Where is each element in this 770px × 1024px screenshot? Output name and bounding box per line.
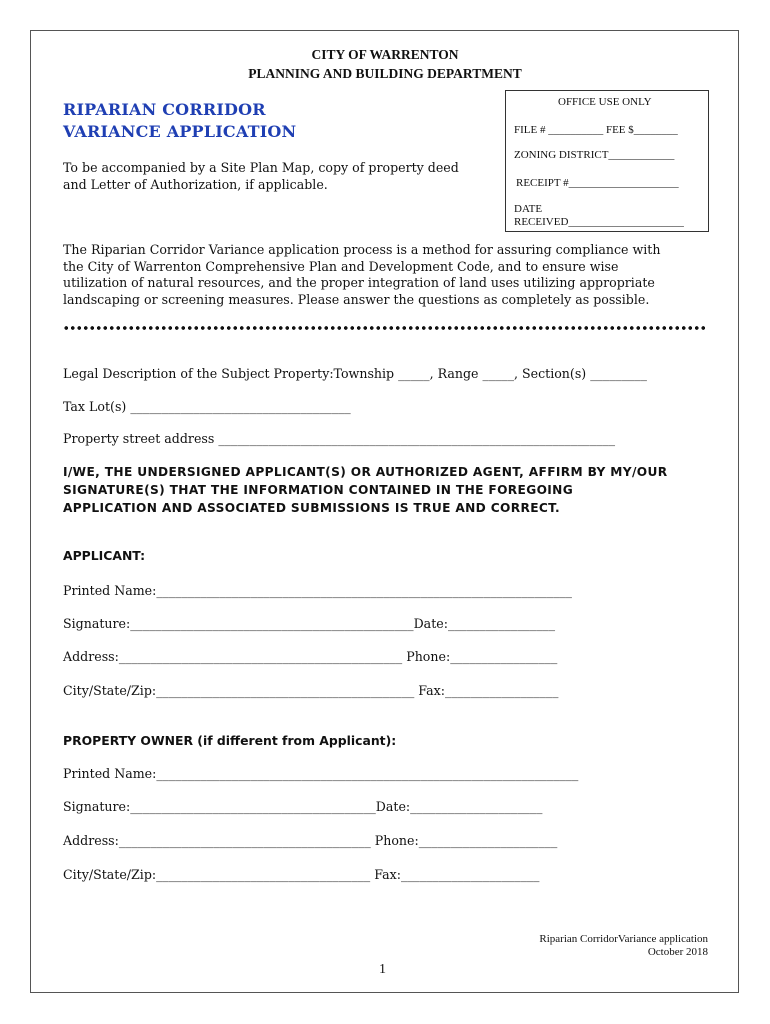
page-number: 1	[379, 962, 386, 977]
owner-signature-field[interactable]: Signature:_______________________________________Date:_____________________	[63, 799, 543, 814]
affirmation-statement	[63, 463, 723, 517]
tax-lot-field[interactable]: Tax Lot(s) ___________________________________	[63, 399, 351, 414]
applicant-printed-name-field[interactable]: Printed Name:__________________________________________________________________	[63, 583, 572, 598]
department-header: PLANNING AND BUILDING DEPARTMENT	[248, 66, 522, 81]
zoning-district-field[interactable]: ZONING DISTRICT____________	[514, 149, 675, 161]
form-title-line1: RIPARIAN CORRIDOR	[63, 100, 266, 119]
owner-city-field[interactable]: City/State/Zip:__________________________________ Fax:______________________	[63, 867, 540, 882]
description-line: utilization of natural resources, and the proper integration of land uses utilizing appropriate	[63, 275, 655, 290]
file-fee-field[interactable]: FILE # __________ FEE $________	[514, 124, 678, 136]
instructions-line1: To be accompanied by a Site Plan Map, copy of property deed	[63, 160, 459, 175]
applicant-address-field[interactable]: Address:_____________________________________________ Phone:_________________	[63, 649, 558, 664]
description-line: landscaping or screening measures. Please answer the questions as completely as possible.	[63, 291, 650, 307]
instructions-line2: and Letter of Authorization, if applicable.	[63, 177, 328, 192]
footer-doc-name: Riparian CorridorVariance application	[539, 933, 708, 945]
footer-date: October 2018	[647, 946, 708, 958]
footer-note	[539, 933, 708, 959]
receipt-field[interactable]: RECEIPT #____________________	[516, 177, 679, 189]
description-line: The Riparian Corridor Variance application process is a method for assuring compliance with	[63, 242, 661, 257]
applicant-city-field[interactable]: City/State/Zip:_________________________________________ Fax:__________________	[63, 683, 559, 698]
property-street-field[interactable]: Property street address _______________________________________________________________	[63, 431, 616, 446]
office-use-box	[505, 90, 709, 232]
legal-description-field[interactable]: Legal Description of the Subject Property:Township _____, Range _____, Section(s) _________	[63, 366, 647, 381]
description-line: the City of Warrenton Comprehensive Plan and Development Code, and to ensure wise	[63, 258, 619, 274]
affirmation-line: SIGNATURE(S) THAT THE INFORMATION CONTAINED IN THE FOREGOING	[63, 483, 574, 497]
office-use-heading: OFFICE USE ONLY	[558, 96, 652, 108]
affirmation-line: I/WE, THE UNDERSIGNED APPLICANT(S) OR AUTHORIZED AGENT, AFFIRM BY MY/OUR	[63, 465, 668, 479]
owner-address-field[interactable]: Address:________________________________________ Phone:______________________	[63, 833, 558, 848]
owner-heading: PROPERTY OWNER (if different from Applicant):	[63, 733, 397, 748]
city-header: CITY OF WARRENTON	[311, 47, 459, 62]
description-paragraph	[63, 242, 713, 308]
owner-printed-name-field[interactable]: Printed Name:___________________________________________________________________	[63, 766, 579, 781]
applicant-heading: APPLICANT:	[63, 548, 146, 563]
affirmation-line: APPLICATION AND ASSOCIATED SUBMISSIONS IS TRUE AND CORRECT.	[63, 501, 560, 515]
applicant-signature-field[interactable]: Signature:_____________________________________________Date:_________________	[63, 616, 555, 631]
form-title-line2: VARIANCE APPLICATION	[63, 122, 297, 141]
dotted-divider	[63, 325, 707, 331]
date-label: DATE	[514, 203, 543, 215]
date-received-field[interactable]: RECEIVED_____________________	[514, 216, 684, 228]
